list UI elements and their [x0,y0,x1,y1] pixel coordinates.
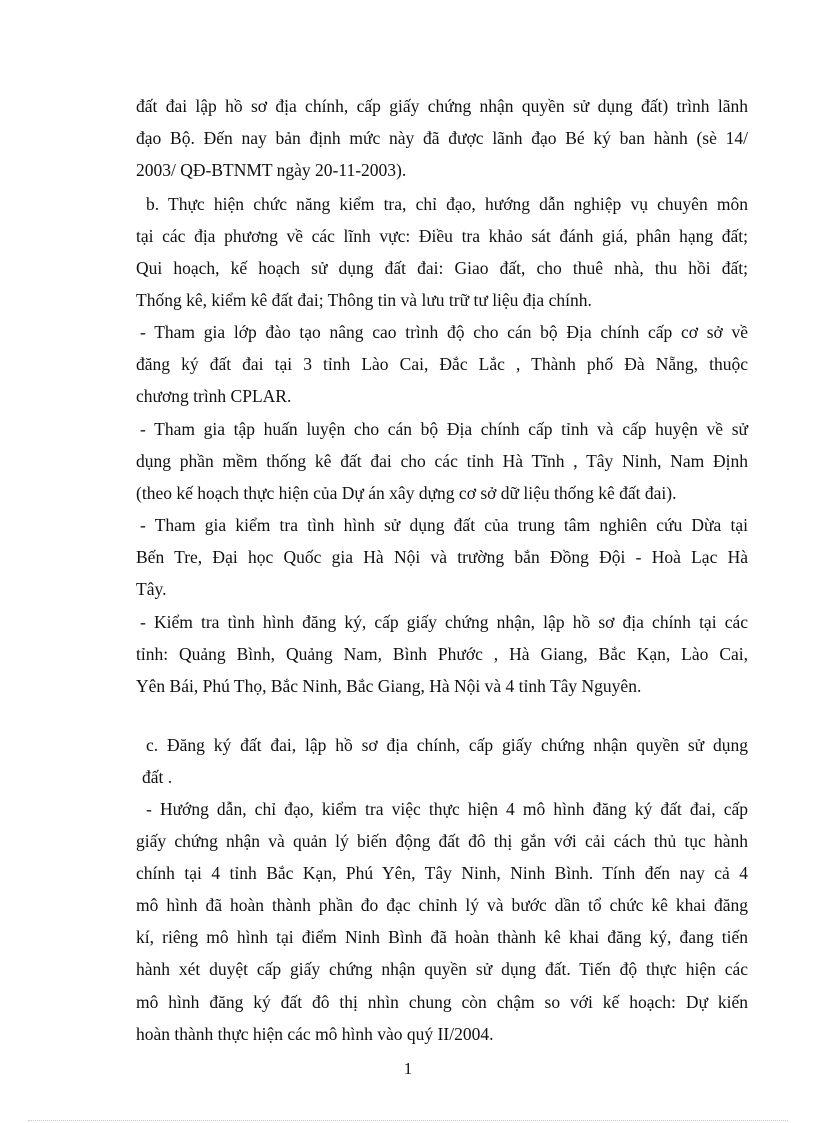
text-line: đất đai lập hồ sơ địa chính, cấp giấy chứng nhận quyền sử dụng đất) trình lãnh [136,96,748,116]
section-b-heading: b. Thực hiện chức năng kiểm tra, chỉ đạo, hướng dẫn nghiệp vụ chuyên môn [146,194,748,214]
bullet-item: - Tham gia tập huấn luyện cho cán bộ Địa chính cấp tỉnh và cấp huyện về sử [140,419,748,439]
text-line: chính tại 4 tỉnh Bắc Kạn, Phú Yên, Tây Ninh, Ninh Bình. Tính đến nay cả 4 [136,863,748,883]
text-line: giấy chứng nhận và quản lý biến động đất đô thị gắn với cải cách thủ tục hành [136,831,748,851]
text-line: Bến Tre, Đại học Quốc gia Hà Nội và trường bắn Đồng Đội - Hoà Lạc Hà [136,547,748,567]
text-line: Thống kê, kiểm kê đất đai; Thông tin và lưu trữ tư liệu địa chính. [136,290,592,310]
text-line: dụng phần mềm thống kê đất đai cho các tỉnh Hà Tĩnh , Tây Ninh, Nam Định [136,451,748,471]
text-line: hoàn thành thực hiện các mô hình vào quý II/2004. [136,1024,494,1044]
text-line: đất . [142,767,173,787]
text-line: đăng ký đất đai tại 3 tỉnh Lào Cai, Đắc Lắc , Thành phố Đà Nẵng, thuộc [136,354,748,374]
text-line: mô hình đăng ký đất đô thị nhìn chung còn chậm so với kế hoạch: Dự kiến [136,992,748,1012]
text-line: tỉnh: Quảng Bình, Quảng Nam, Bình Phước , Hà Giang, Bắc Kạn, Lào Cai, [136,644,748,664]
text-line: Qui hoạch, kế hoạch sử dụng đất đai: Giao đất, cho thuê nhà, thu hồi đất; [136,258,748,278]
bullet-item: - Kiểm tra tình hình đăng ký, cấp giấy chứng nhận, lập hồ sơ địa chính tại các [140,612,748,632]
section-c-heading: c. Đăng ký đất đai, lập hồ sơ địa chính, cấp giấy chứng nhận quyền sử dụng [146,735,748,755]
text-line: đạo Bộ. Đến nay bản định mức này đã được lãnh đạo Bé ký ban hành (sè 14/ [136,128,748,148]
text-line: hành xét duyệt cấp giấy chứng nhận quyền sử dụng đất. Tiến độ thực hiện các [136,959,748,979]
text-line: mô hình đã hoàn thành phần đo đạc chỉnh lý và bước dần tổ chức kê khai đăng [136,895,748,915]
text-line: (theo kế hoạch thực hiện của Dự án xây dựng cơ sở dữ liệu thống kê đất đai). [136,483,677,503]
bullet-item: - Tham gia kiểm tra tình hình sử dụng đất của trung tâm nghiên cứu Dừa tại [140,515,748,535]
text-line: tại các địa phương về các lĩnh vực: Điều tra khảo sát đánh giá, phân hạng đất; [136,226,748,246]
text-line: Yên Bái, Phú Thọ, Bắc Ninh, Bắc Giang, Hà Nội và 4 tỉnh Tây Nguyên. [136,676,642,696]
page-number: 1 [403,1059,413,1078]
text-line: kí, riêng mô hình tại điểm Ninh Bình đã hoàn thành kê khai đăng ký, đang tiến [136,927,748,947]
text-line: Tây. [136,579,167,599]
text-line: chương trình CPLAR. [136,386,292,406]
text-line: 2003/ QĐ-BTNMT ngày 20-11-2003). [136,160,407,180]
footer-divider [28,1120,788,1121]
bullet-item: - Hướng dẫn, chỉ đạo, kiểm tra việc thực hiện 4 mô hình đăng ký đất đai, cấp [146,799,748,819]
bullet-item: - Tham gia lớp đào tạo nâng cao trình độ cho cán bộ Địa chính cấp cơ sở về [140,322,748,342]
